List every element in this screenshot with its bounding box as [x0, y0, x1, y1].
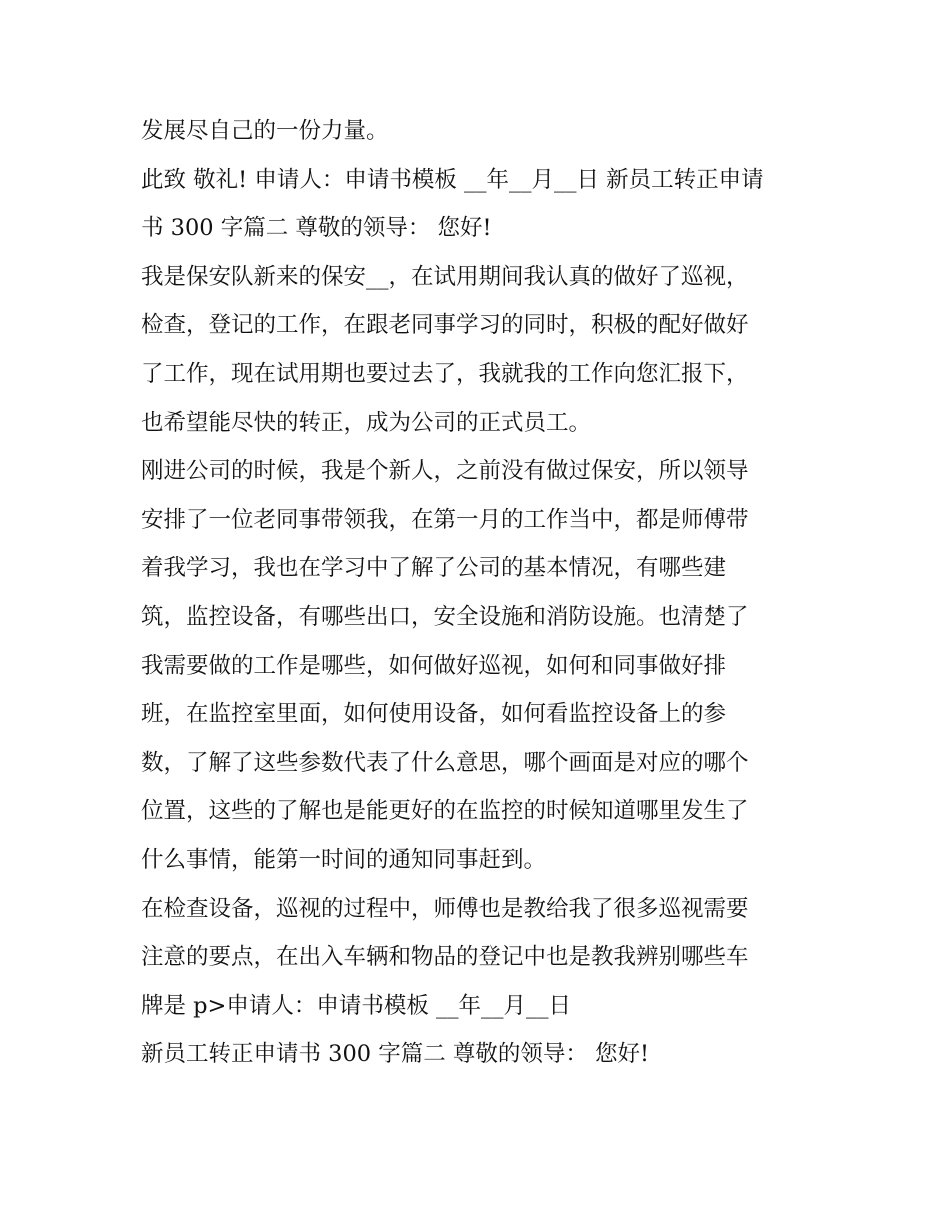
text-line: 刚进公司的时候，我是个新人，之前没有做过保安，所以领导 — [141, 458, 749, 485]
text-line: 也希望能尽快的转正，成为公司的正式员工。 — [141, 409, 592, 436]
text-line: 班，在监控室里面，如何使用设备，如何看监控设备上的参 — [141, 701, 727, 728]
text-line: 我需要做的工作是哪些，如何做好巡视，如何和同事做好排 — [141, 652, 727, 679]
text-line: 此致 敬礼! 申请人：申请书模板 __年__月__日 新员工转正申请 — [141, 166, 764, 193]
text-line: 安排了一位老同事带领我，在第一月的工作当中，都是师傅带 — [141, 506, 749, 533]
text-line: 数，了解了这些参数代表了什么意思，哪个画面是对应的哪个 — [141, 749, 749, 776]
text-line: 在检查设备，巡视的过程中，师傅也是教给我了很多巡视需要 — [141, 895, 749, 922]
text-line: 了工作，现在试用期也要过去了，我就我的工作向您汇报下， — [141, 360, 749, 387]
text-line: 新员工转正申请书 300 字篇二 尊敬的领导： 您好! — [141, 1041, 650, 1068]
text-line: 筑，监控设备，有哪些出口，安全设施和消防设施。也清楚了 — [141, 603, 749, 630]
text-line: 发展尽自己的一份力量。 — [141, 118, 389, 144]
text-line: 着我学习，我也在学习中了解了公司的基本情况，有哪些建 — [141, 555, 727, 582]
text-line: 我是保安队新来的保安__，在试用期间我认真的做好了巡视， — [141, 263, 749, 290]
text-line: 位置，这些的了解也是能更好的在监控的时候知道哪里发生了 — [141, 798, 749, 825]
text-line: 什么事情，能第一时间的通知同事赶到。 — [141, 846, 547, 873]
text-line: 牌是 p>申请人：申请书模板 __年__月__日 — [141, 992, 572, 1019]
text-line: 书 300 字篇二 尊敬的领导： 您好! — [141, 215, 492, 242]
text-line: 检查，登记的工作，在跟老同事学习的同时，积极的配好做好 — [141, 312, 749, 339]
document-body — [141, 107, 821, 1079]
text-line: 注意的要点，在出入车辆和物品的登记中也是教我辨别哪些车 — [141, 944, 749, 971]
